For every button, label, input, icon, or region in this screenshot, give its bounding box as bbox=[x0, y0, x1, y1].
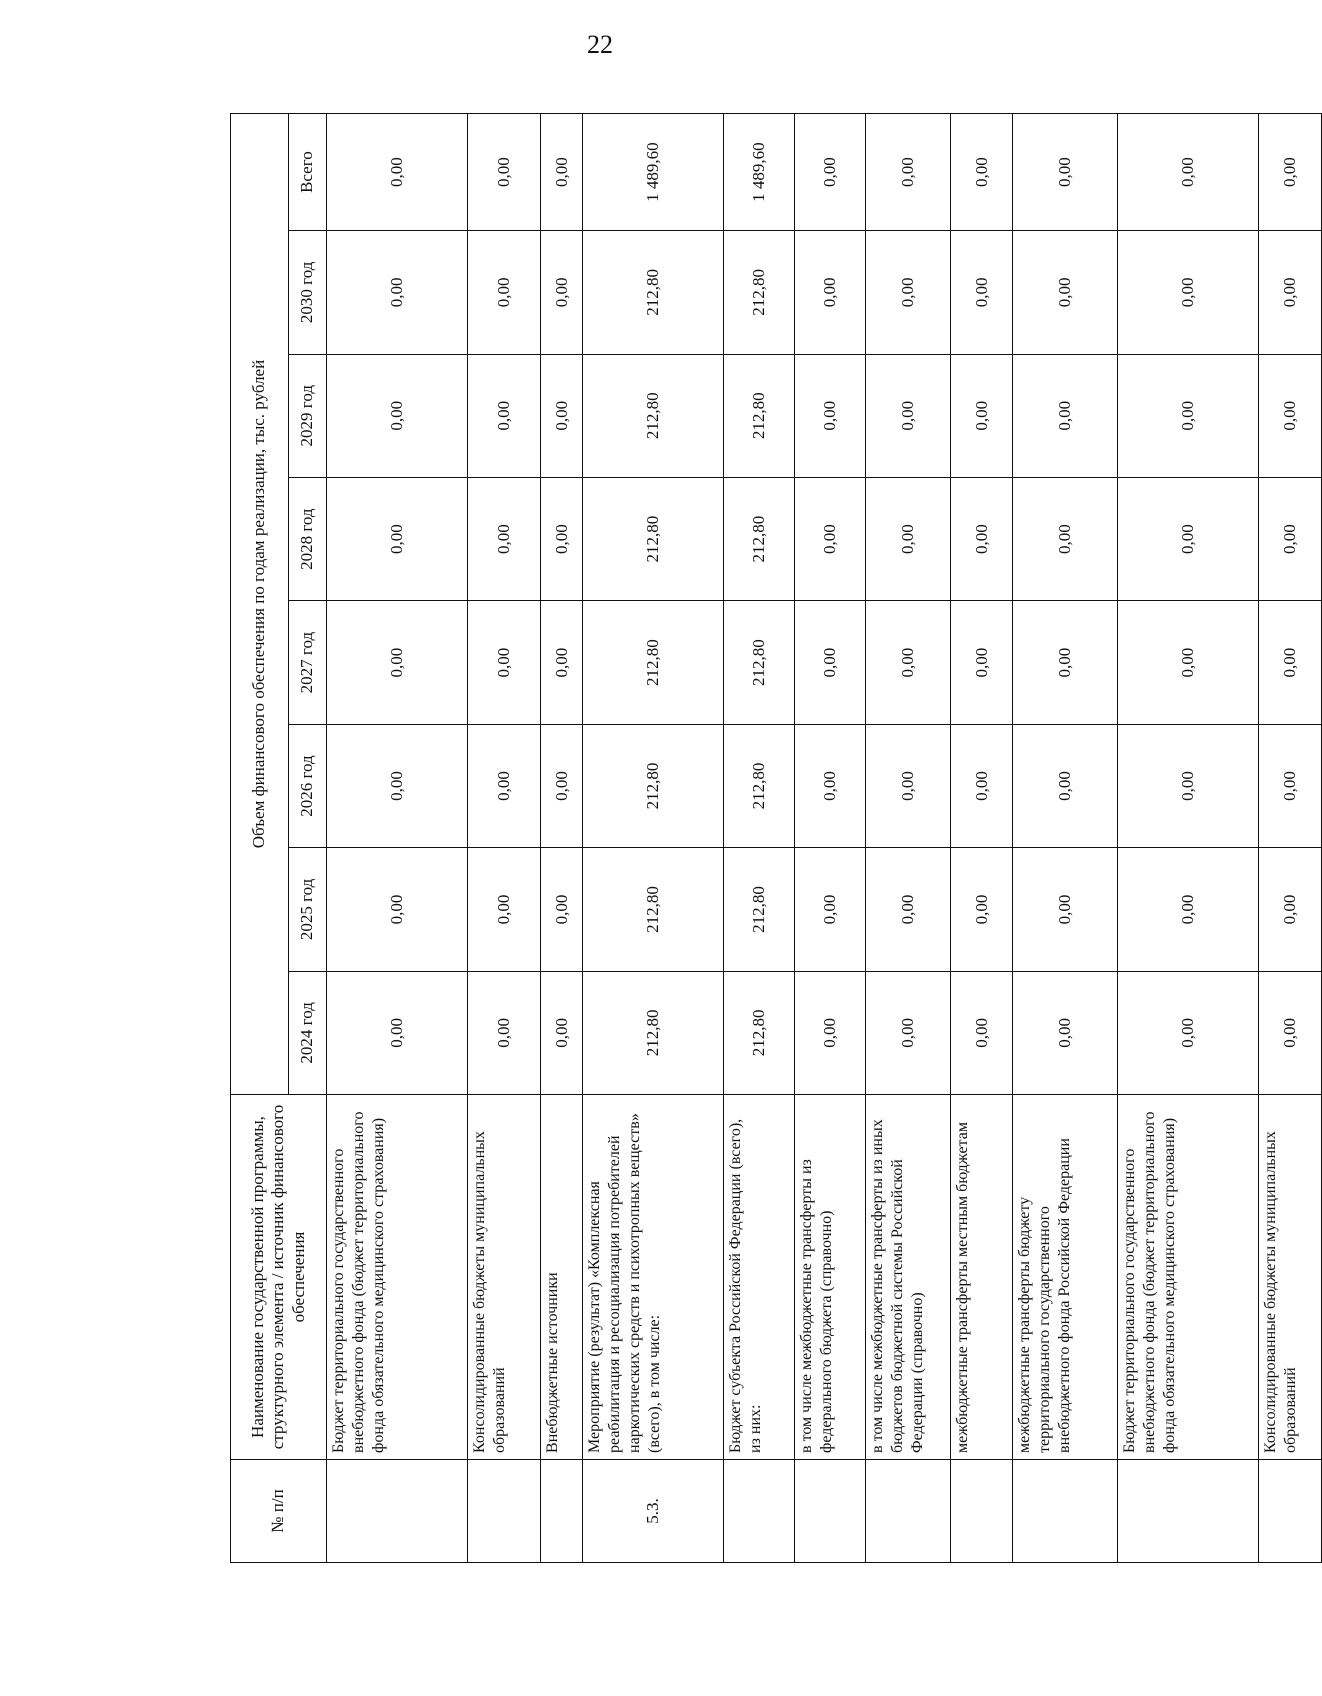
row-number bbox=[795, 1459, 866, 1562]
row-number bbox=[327, 1459, 468, 1562]
value-cell: 0,00 bbox=[327, 601, 468, 724]
value-cell: 0,00 bbox=[468, 354, 541, 477]
row-name: Консолидированные бюджеты муниципальных образований bbox=[468, 1095, 541, 1460]
row-number bbox=[541, 1459, 583, 1562]
value-cell: 0,00 bbox=[865, 971, 950, 1094]
value-cell: 212,80 bbox=[724, 724, 795, 847]
value-cell: 0,00 bbox=[1013, 231, 1118, 354]
table-body bbox=[327, 114, 1322, 1563]
value-cell: 0,00 bbox=[1013, 477, 1118, 600]
total-cell: 1 489,60 bbox=[724, 114, 795, 231]
header-year: 2025 год bbox=[289, 848, 327, 971]
total-cell: 0,00 bbox=[1013, 114, 1118, 231]
header-year: 2026 год bbox=[289, 724, 327, 847]
value-cell: 0,00 bbox=[1259, 848, 1322, 971]
value-cell: 0,00 bbox=[541, 971, 583, 1094]
value-cell: 0,00 bbox=[1259, 971, 1322, 1094]
row-name: Бюджет субъекта Российской Федерации (всего), из них: bbox=[724, 1095, 795, 1460]
value-cell: 212,80 bbox=[583, 971, 724, 1094]
row-number: 5.3. bbox=[583, 1459, 724, 1562]
value-cell: 0,00 bbox=[1117, 477, 1258, 600]
table-row bbox=[327, 114, 468, 1563]
value-cell: 0,00 bbox=[327, 477, 468, 600]
value-cell: 0,00 bbox=[795, 477, 866, 600]
value-cell: 0,00 bbox=[468, 971, 541, 1094]
value-cell: 212,80 bbox=[724, 477, 795, 600]
header-total: Всего bbox=[289, 114, 327, 231]
financing-table bbox=[230, 113, 1322, 1563]
total-cell: 0,00 bbox=[795, 114, 866, 231]
value-cell: 0,00 bbox=[1013, 848, 1118, 971]
value-cell: 0,00 bbox=[327, 231, 468, 354]
row-name: межбюджетные трансферты местным бюджетам bbox=[950, 1095, 1013, 1460]
total-cell: 0,00 bbox=[1259, 114, 1322, 231]
value-cell: 212,80 bbox=[583, 477, 724, 600]
value-cell: 212,80 bbox=[583, 231, 724, 354]
value-cell: 0,00 bbox=[468, 601, 541, 724]
table-row bbox=[1013, 114, 1118, 1563]
value-cell: 0,00 bbox=[795, 354, 866, 477]
table-row bbox=[1259, 114, 1322, 1563]
value-cell: 0,00 bbox=[1013, 354, 1118, 477]
header-name: Наименование государственной программы, структурного элемента / источник финансового обеспечения bbox=[231, 1095, 327, 1460]
row-number bbox=[724, 1459, 795, 1562]
table-row bbox=[541, 114, 583, 1563]
row-name: Консолидированные бюджеты муниципальных образований bbox=[1259, 1095, 1322, 1460]
value-cell: 0,00 bbox=[795, 231, 866, 354]
value-cell: 0,00 bbox=[1259, 354, 1322, 477]
value-cell: 0,00 bbox=[865, 477, 950, 600]
value-cell: 212,80 bbox=[724, 231, 795, 354]
value-cell: 0,00 bbox=[950, 477, 1013, 600]
row-name: в том числе межбюджетные трансферты из иных бюджетов бюджетной системы Российской Федерации (справочно) bbox=[865, 1095, 950, 1460]
table-row bbox=[724, 114, 795, 1563]
value-cell: 0,00 bbox=[795, 848, 866, 971]
page-number: 22 bbox=[587, 30, 613, 59]
value-cell: 0,00 bbox=[865, 231, 950, 354]
row-name: Внебюджетные источники bbox=[541, 1095, 583, 1460]
header-year: 2027 год bbox=[289, 601, 327, 724]
rotated-table-container bbox=[230, 113, 1322, 1563]
value-cell: 212,80 bbox=[724, 848, 795, 971]
value-cell: 0,00 bbox=[541, 354, 583, 477]
value-cell: 0,00 bbox=[1117, 601, 1258, 724]
row-name: Бюджет территориального государственного внебюджетного фонда (бюджет территориального фонда обязательного медицинского страхования) bbox=[1117, 1095, 1258, 1460]
value-cell: 0,00 bbox=[541, 848, 583, 971]
total-cell: 0,00 bbox=[327, 114, 468, 231]
total-cell: 0,00 bbox=[468, 114, 541, 231]
table-row bbox=[865, 114, 950, 1563]
value-cell: 0,00 bbox=[795, 724, 866, 847]
row-number bbox=[1117, 1459, 1258, 1562]
value-cell: 0,00 bbox=[327, 848, 468, 971]
total-cell: 0,00 bbox=[1117, 114, 1258, 231]
header-year: 2024 год bbox=[289, 971, 327, 1094]
header-year: 2029 год bbox=[289, 354, 327, 477]
value-cell: 0,00 bbox=[1013, 601, 1118, 724]
value-cell: 0,00 bbox=[865, 848, 950, 971]
value-cell: 0,00 bbox=[468, 231, 541, 354]
value-cell: 0,00 bbox=[327, 724, 468, 847]
value-cell: 0,00 bbox=[541, 724, 583, 847]
table-row bbox=[1117, 114, 1258, 1563]
header-volume: Объем финансового обеспечения по годам реализации, тыс. рублей bbox=[231, 114, 289, 1095]
value-cell: 0,00 bbox=[468, 477, 541, 600]
value-cell: 0,00 bbox=[795, 971, 866, 1094]
total-cell: 1 489,60 bbox=[583, 114, 724, 231]
table-row bbox=[468, 114, 541, 1563]
value-cell: 0,00 bbox=[1259, 231, 1322, 354]
value-cell: 0,00 bbox=[865, 601, 950, 724]
header-year: 2030 год bbox=[289, 231, 327, 354]
value-cell: 0,00 bbox=[795, 601, 866, 724]
total-cell: 0,00 bbox=[950, 114, 1013, 231]
total-cell: 0,00 bbox=[865, 114, 950, 231]
value-cell: 212,80 bbox=[583, 724, 724, 847]
value-cell: 0,00 bbox=[1259, 477, 1322, 600]
value-cell: 212,80 bbox=[583, 601, 724, 724]
value-cell: 212,80 bbox=[724, 354, 795, 477]
value-cell: 0,00 bbox=[950, 354, 1013, 477]
value-cell: 212,80 bbox=[724, 601, 795, 724]
value-cell: 0,00 bbox=[541, 231, 583, 354]
row-number bbox=[1013, 1459, 1118, 1562]
value-cell: 0,00 bbox=[468, 848, 541, 971]
value-cell: 0,00 bbox=[1259, 724, 1322, 847]
value-cell: 0,00 bbox=[950, 848, 1013, 971]
row-number bbox=[1259, 1459, 1322, 1562]
row-name: межбюджетные трансферты бюджету территориального государственного внебюджетного фонда Российской Федерации bbox=[1013, 1095, 1118, 1460]
value-cell: 0,00 bbox=[950, 971, 1013, 1094]
total-cell: 0,00 bbox=[541, 114, 583, 231]
row-name: Мероприятие (результат) «Комплексная реабилитация и ресоциализация потребителей наркотических средств и психотропных веществ» (всего), в том числе: bbox=[583, 1095, 724, 1460]
table-row bbox=[795, 114, 866, 1563]
header-num: № п/п bbox=[231, 1459, 327, 1562]
value-cell: 0,00 bbox=[865, 354, 950, 477]
value-cell: 0,00 bbox=[1259, 601, 1322, 724]
value-cell: 0,00 bbox=[950, 601, 1013, 724]
value-cell: 212,80 bbox=[583, 354, 724, 477]
row-name: в том числе межбюджетные трансферты из федерального бюджета (справочно) bbox=[795, 1095, 866, 1460]
value-cell: 0,00 bbox=[327, 354, 468, 477]
value-cell: 212,80 bbox=[724, 971, 795, 1094]
value-cell: 0,00 bbox=[950, 724, 1013, 847]
value-cell: 0,00 bbox=[541, 477, 583, 600]
value-cell: 0,00 bbox=[541, 601, 583, 724]
row-number bbox=[468, 1459, 541, 1562]
row-number bbox=[950, 1459, 1013, 1562]
value-cell: 0,00 bbox=[1117, 231, 1258, 354]
value-cell: 0,00 bbox=[1117, 724, 1258, 847]
row-name: Бюджет территориального государственного внебюджетного фонда (бюджет территориального фонда обязательного медицинского страхования) bbox=[327, 1095, 468, 1460]
value-cell: 0,00 bbox=[1117, 971, 1258, 1094]
value-cell: 0,00 bbox=[865, 724, 950, 847]
value-cell: 0,00 bbox=[1013, 971, 1118, 1094]
header-year: 2028 год bbox=[289, 477, 327, 600]
table-row bbox=[583, 114, 724, 1563]
value-cell: 212,80 bbox=[583, 848, 724, 971]
value-cell: 0,00 bbox=[1013, 724, 1118, 847]
value-cell: 0,00 bbox=[1117, 354, 1258, 477]
value-cell: 0,00 bbox=[468, 724, 541, 847]
row-number bbox=[865, 1459, 950, 1562]
table-row bbox=[950, 114, 1013, 1563]
value-cell: 0,00 bbox=[950, 231, 1013, 354]
value-cell: 0,00 bbox=[1117, 848, 1258, 971]
value-cell: 0,00 bbox=[327, 971, 468, 1094]
